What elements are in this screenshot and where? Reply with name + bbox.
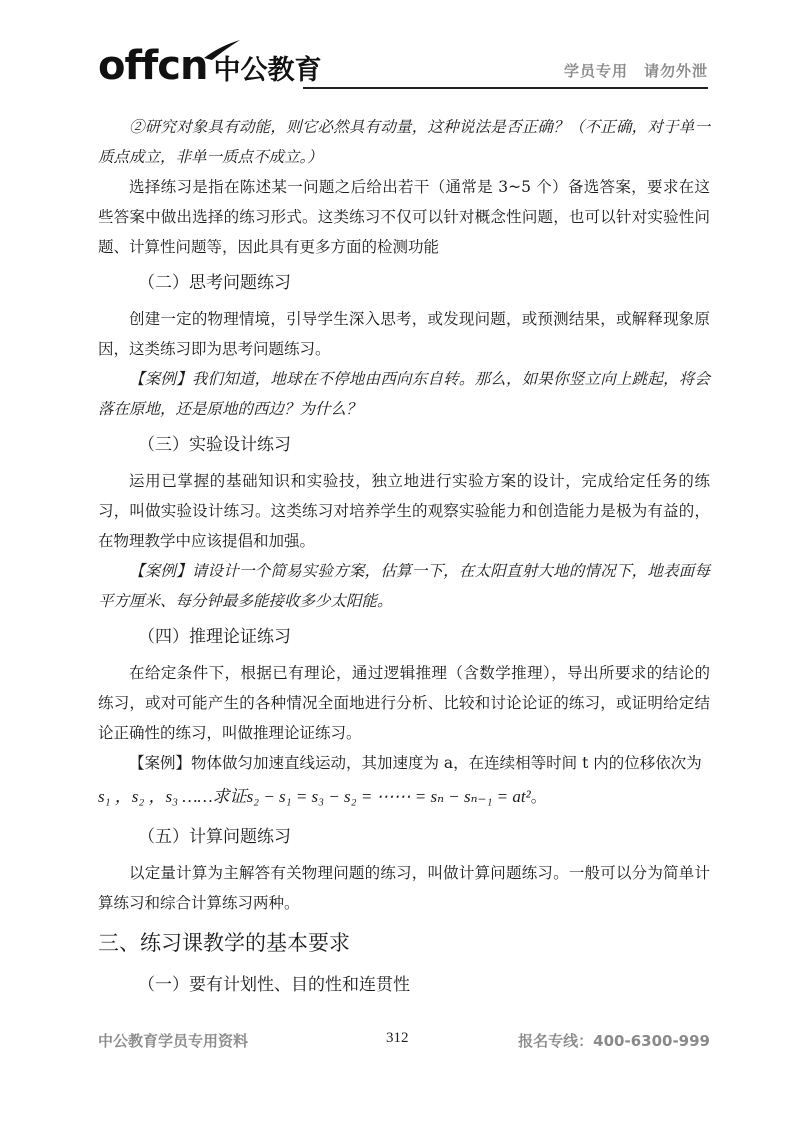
subsection-heading: （一）要有计划性、目的性和连贯性 [138,975,410,995]
logo-text-cn: 中公教育 [213,55,322,86]
subsection-heading: （五）计算问题练习 [138,827,291,847]
formula: s₂ − s₁ = s₃ − s₂ = ⋯⋯ = sₙ − sₙ₋₁ = at² [246,787,531,806]
paragraph: 选择练习是指在陈述某一问题之后给出若干（通常是 3~5 个）备选答案，要求在这些答案中做出选择的练习形式。这类练习不仅可以针对概念性问题，也可以针对实验性问题、计算性问题等，因此具有更多方面的检测功能 [98,178,710,256]
paragraph: 运用已掌握的基础知识和实验技，独立地进行实验方案的设计，完成给定任务的练习，叫做实验设计练习。这类练习对培养学生的观察实验能力和创造能力是极为有益的，在物理教学中应该提倡和加强。 [98,472,710,550]
footer-hotline: 报名专线：400-6300-999 [518,1032,710,1050]
header-divider [303,87,708,89]
formula-prefix: s₁ ，s₂ ，s₃ ……求证 [98,787,247,806]
case-example: 【案例】请设计一个简易实验方案，估算一下，在太阳直射大地的情况下，地表面每平方厘米、每分钟最多能接收多少太阳能。 [98,562,710,610]
logo-text-en: offcn [98,43,208,89]
page-number: 312 [386,1030,409,1046]
paragraph: 创建一定的物理情境，引导学生深入思考，或发现问题，或预测结果，或解释现象原因，这类练习即为思考问题练习。 [98,310,710,358]
paragraph: ②研究对象具有动能，则它必然具有动量，这种说法是否正确？（不正确，对于单一质点成立，非单一质点不成立。） [98,118,710,166]
subsection-heading: （三）实验设计练习 [138,435,291,455]
page-footer [98,1030,710,1054]
formula-line [98,778,710,816]
footer-source: 中公教育学员专用资料 [98,1032,249,1050]
formula-suffix: 。 [530,788,547,806]
subsection-heading: （二）思考问题练习 [138,273,291,293]
paragraph: 以定量计算为主解答有关物理问题的练习，叫做计算问题练习。一般可以分为简单计算练习和综合计算练习两种。 [98,864,710,912]
paragraph: 在给定条件下，根据已有理论，通过逻辑推理（含数学推理），导出所要求的结论的练习，或对可能产生的各种情况全面地进行分析、比较和讨论论证的练习，或证明给定结论正确性的练习，叫做推理论证练习。 [98,664,710,742]
document-body [98,112,710,1002]
case-example: 【案例】我们知道，地球在不停地由西向东自转。那么，如果你竖立向上跳起，将会落在原地，还是原地的西边？为什么？ [98,370,710,418]
section-heading: 三、练习课教学的基本要求 [98,931,350,955]
case-example: 【案例】物体做匀加速直线运动，其加速度为 a，在连续相等时间 t 内的位移依次为 [129,754,702,772]
subsection-heading: （四）推理论证练习 [138,627,291,647]
logo-swoosh-icon [202,38,242,60]
page-header [98,38,708,94]
header-note: 学员专用 请勿外泄 [563,62,708,80]
